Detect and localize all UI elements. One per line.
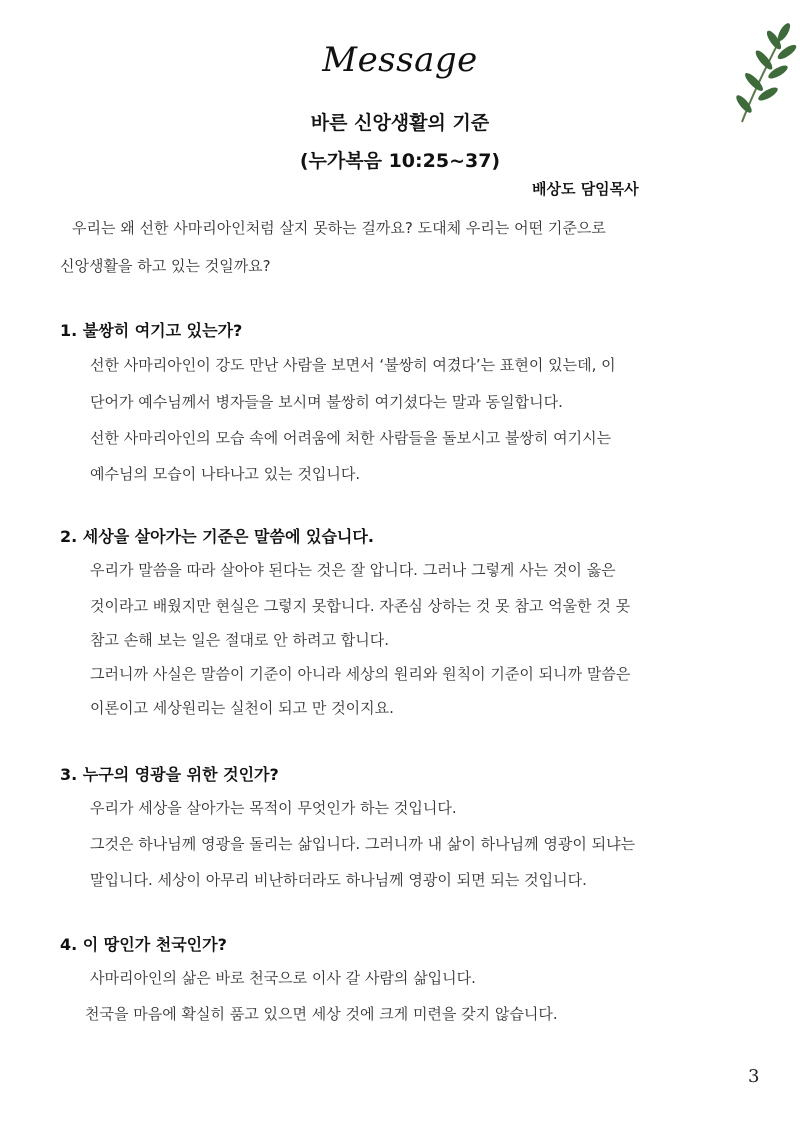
section-line: 선한 사마리아인의 모습 속에 어려움에 처한 사람들을 돌보시고 불쌍히 여기시는 [90,429,612,447]
section-line: 그것은 하나님께 영광을 돌리는 삶입니다. 그러니까 내 삶이 하나님께 영광이 되냐는 [90,835,636,853]
section-line: 말입니다. 세상이 아무리 비난하더라도 하나님께 영광이 되면 되는 것입니다. [90,871,587,889]
section-heading: 2. 세상을 살아가는 기준은 말씀에 있습니다. [60,527,374,546]
section-line: 천국을 마음에 확실히 품고 있으면 세상 것에 크게 미련을 갖지 않습니다. [85,1005,558,1023]
intro-line: 신앙생활을 하고 있는 것일까요? [60,257,271,275]
section-line: 것이라고 배웠지만 현실은 그렇지 못합니다. 자존심 상하는 것 못 참고 억울한 것 못 [90,597,631,615]
section-line: 이론이고 세상원리는 실천이 되고 만 것이지요. [90,699,394,717]
message-script-title: Message [322,40,478,80]
section-line: 그러니까 사실은 말씀이 기준이 아니라 세상의 원리와 원칙이 기준이 되니까 말씀은 [90,665,631,683]
section-line: 단어가 예수님께서 병자들을 보시며 불쌍히 여기셨다는 말과 동일합니다. [90,393,563,411]
section-line: 선한 사마리아인이 강도 만난 사람을 보면서 ‘불쌍히 여겼다’는 표현이 있는데, 이 [90,356,616,374]
section-line: 사마리아인의 삶은 바로 천국으로 이사 갈 사람의 삶입니다. [90,969,476,987]
intro-line: 우리는 왜 선한 사마리아인처럼 살지 못하는 걸까요? 도대체 우리는 어떤 기준으로 [72,219,606,237]
section-line: 우리가 세상을 살아가는 목적이 무엇인가 하는 것입니다. [90,799,457,817]
page-number: 3 [748,1066,760,1087]
scripture-reference: (누가복음 10:25~37) [299,150,501,172]
section-heading: 4. 이 땅인가 천국인가? [60,935,227,954]
section-heading: 3. 누구의 영광을 위한 것인가? [60,765,279,784]
section-line: 우리가 말씀을 따라 살아야 된다는 것은 잘 압니다. 그러나 그렇게 사는 것이 옳은 [90,561,616,579]
section-heading: 1. 불쌍히 여기고 있는가? [60,321,243,340]
section-line: 참고 손해 보는 일은 절대로 안 하려고 합니다. [90,631,389,649]
sermon-title: 바른 신앙생활의 기준 [310,112,490,134]
author-name: 배상도 담임목사 [532,180,639,198]
section-line: 예수님의 모습이 나타나고 있는 것입니다. [90,465,361,483]
